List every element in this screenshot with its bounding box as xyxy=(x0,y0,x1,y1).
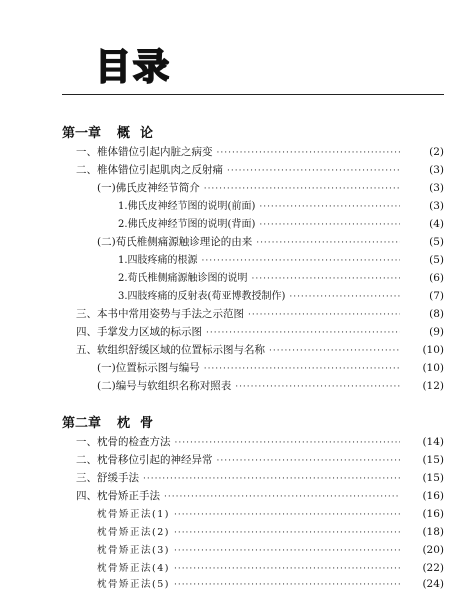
dot-leader xyxy=(252,270,400,288)
entry-label: 1.四肢疼痛的根源 xyxy=(118,255,198,266)
toc-entry[interactable] xyxy=(76,469,444,487)
entry-page: (15) xyxy=(422,454,444,466)
entry-page: (14) xyxy=(422,436,444,448)
chapter-heading xyxy=(62,415,163,433)
entry-page: (12) xyxy=(422,380,444,392)
entry-label: 三、舒缓手法 xyxy=(76,472,139,484)
entry-label: 二、枕骨移位引起的神经异常 xyxy=(76,454,213,466)
entry-label: 枕骨矫正法(1) xyxy=(97,509,170,520)
dot-leader xyxy=(259,216,400,234)
toc-entry[interactable] xyxy=(118,251,444,269)
toc-entry[interactable] xyxy=(118,197,444,215)
entry-page: (22) xyxy=(422,562,444,574)
entry-label: 1.佛氏皮神经节图的说明(前面) xyxy=(118,201,256,212)
entry-page: (16) xyxy=(422,508,444,520)
entry-label: (二)荀氏椎侧痛源触诊理论的由来 xyxy=(97,236,253,248)
toc-entry[interactable] xyxy=(76,323,444,341)
entry-label: 四、枕骨矫正手法 xyxy=(76,490,160,502)
entry-label: 枕骨矫正法(5) xyxy=(97,579,170,590)
dot-leader xyxy=(204,360,400,378)
entry-page: (3) xyxy=(429,200,444,212)
toc-entry[interactable] xyxy=(118,287,444,305)
entry-page: (3) xyxy=(429,182,444,194)
dot-leader xyxy=(259,198,400,216)
chapter-heading xyxy=(62,125,163,143)
entry-page: (10) xyxy=(422,362,444,374)
entry-page: (18) xyxy=(422,526,444,538)
chapter-name: 枕骨 xyxy=(117,416,164,431)
toc-entry[interactable] xyxy=(76,341,444,359)
toc-entry[interactable] xyxy=(97,505,444,523)
toc-entry[interactable] xyxy=(97,377,444,395)
dot-leader xyxy=(174,578,400,593)
entry-page: (15) xyxy=(422,472,444,484)
entry-label: 枕骨矫正法(4) xyxy=(97,563,170,574)
dot-leader xyxy=(174,560,400,578)
dot-leader xyxy=(143,470,400,488)
entry-page: (7) xyxy=(429,290,444,302)
dot-leader xyxy=(174,524,400,542)
chapter-number: 第二章 xyxy=(62,416,102,431)
entry-label: 枕骨矫正法(3) xyxy=(97,545,170,556)
dot-leader xyxy=(204,180,400,198)
entry-label: 一、椎体错位引起内脏之病变 xyxy=(76,146,213,158)
entry-label: 2.佛氏皮神经节图的说明(背面) xyxy=(118,219,256,230)
dot-leader xyxy=(202,252,400,270)
entry-page: (20) xyxy=(422,544,444,556)
dot-leader xyxy=(206,324,400,342)
entry-label: 五、软组织舒缓区域的位置标示图与名称 xyxy=(76,344,265,356)
entry-page: (2) xyxy=(429,146,444,158)
toc-entry[interactable] xyxy=(97,577,444,592)
toc-entry[interactable] xyxy=(76,487,444,505)
toc-entry[interactable] xyxy=(97,559,444,577)
entry-label: 二、椎体错位引起肌肉之反射痛 xyxy=(76,164,223,176)
dot-leader xyxy=(164,488,400,506)
entry-page: (3) xyxy=(429,164,444,176)
dot-leader xyxy=(217,144,401,162)
chapter-number: 第一章 xyxy=(62,126,102,141)
toc-entry[interactable] xyxy=(118,269,444,287)
toc-entry[interactable] xyxy=(76,161,444,179)
dot-leader xyxy=(174,506,400,524)
entry-label: 三、本书中常用姿势与手法之示范图 xyxy=(76,308,244,320)
entry-label: 枕骨矫正法(2) xyxy=(97,527,170,538)
dot-leader xyxy=(174,542,400,560)
dot-leader xyxy=(227,162,400,180)
entry-page: (9) xyxy=(429,326,444,338)
toc-entry[interactable] xyxy=(118,215,444,233)
entry-label: 2.荀氏椎侧痛源触诊图的说明 xyxy=(118,273,248,284)
dot-leader xyxy=(217,452,401,470)
entry-label: (一)佛氏皮神经节简介 xyxy=(97,182,200,194)
dot-leader xyxy=(248,306,400,324)
entry-page: (5) xyxy=(429,254,444,266)
title-divider xyxy=(62,94,444,95)
dot-leader xyxy=(256,234,400,252)
dot-leader xyxy=(235,378,400,396)
entry-page: (4) xyxy=(429,218,444,230)
toc-entry[interactable] xyxy=(76,143,444,161)
toc-title xyxy=(95,44,171,92)
dot-leader xyxy=(175,434,401,452)
chapter-name: 概论 xyxy=(117,126,164,141)
toc-entry[interactable] xyxy=(97,179,444,197)
toc-entry[interactable] xyxy=(97,359,444,377)
toc-entry[interactable] xyxy=(76,451,444,469)
entry-label: 一、枕骨的检查方法 xyxy=(76,436,171,448)
entry-label: 四、手掌发力区域的标示图 xyxy=(76,326,202,338)
toc-entry[interactable] xyxy=(76,305,444,323)
dot-leader xyxy=(289,288,400,306)
toc-entry[interactable] xyxy=(97,233,444,251)
toc-entry[interactable] xyxy=(97,541,444,559)
entry-page: (8) xyxy=(429,308,444,320)
entry-label: (二)编号与软组织名称对照表 xyxy=(97,380,232,392)
entry-page: (16) xyxy=(422,490,444,502)
entry-page: (5) xyxy=(429,236,444,248)
entry-label: 3.四肢疼痛的反射表(荀亚博教授制作) xyxy=(118,291,286,302)
toc-entry[interactable] xyxy=(97,523,444,541)
entry-page: (24) xyxy=(422,578,444,590)
entry-label: (一)位置标示图与编号 xyxy=(97,362,200,374)
toc-entry[interactable] xyxy=(76,433,444,451)
toc-title-text: 目录 xyxy=(95,47,172,88)
entry-page: (10) xyxy=(422,344,444,356)
dot-leader xyxy=(269,342,400,360)
entry-page: (6) xyxy=(429,272,444,284)
